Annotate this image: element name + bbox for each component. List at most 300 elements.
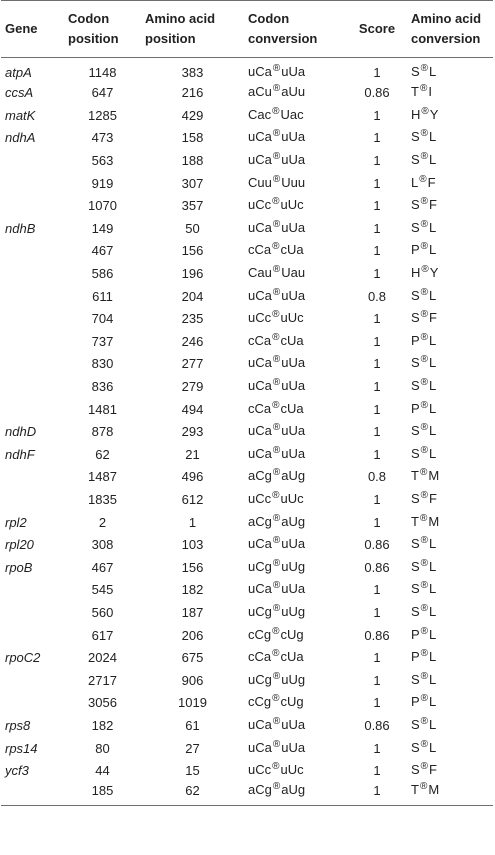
cell-codon-position: 308 [91,537,114,553]
amino-acid-to: L [429,152,437,168]
conversion-arrow-icon: ® [272,309,280,321]
conversion-arrow-icon: ® [272,602,281,614]
table-row [1,556,493,579]
cell-codon-conversion [244,195,347,218]
amino-acid-from: P [411,242,420,258]
amino-acid-from: S [411,536,420,552]
conversion-arrow-icon: ® [272,331,280,343]
cell-codon-conversion [244,263,347,286]
codon-to: uUc [280,762,304,778]
amino-acid-from: S [411,310,420,326]
cell-score: 1 [373,695,381,711]
cell-score: 0.8 [367,288,387,304]
amino-acid-to: F [429,310,437,326]
cell-codon-conversion [244,376,347,399]
cell-codon-position: 182 [91,717,114,733]
table-row [1,624,493,647]
cell-codon-position: 467 [91,559,114,575]
codon-from: uCc [248,197,272,213]
table-row [1,647,493,670]
cell-amino-acid-position: 156 [181,243,204,259]
cell-amino-acid-conversion [407,308,493,331]
cell-amino-acid-conversion [407,760,493,783]
conversion-arrow-icon: ® [420,331,429,343]
conversion-arrow-icon: ® [272,422,281,434]
codon-to: uUa [281,581,306,597]
cell-amino-acid-position: 182 [181,582,204,598]
codon-to: uUa [281,739,306,755]
cell-amino-acid-position: 1 [188,514,197,530]
cell-score: 0.86 [364,559,390,575]
amino-acid-from: S [411,603,420,619]
table-row [1,715,493,738]
cell-amino-acid-conversion [407,376,493,399]
cell-score: 1 [347,782,407,805]
amino-acid-to: L [429,287,437,303]
amino-acid-from: S [411,197,420,213]
cell-amino-acid-position: 15 [185,763,200,779]
cell-amino-acid-conversion [407,489,493,512]
cell-score: 1 [373,672,381,688]
codon-to: uUg [281,671,306,687]
amino-acid-to: L [429,355,437,371]
conversion-arrow-icon: ® [420,151,429,163]
cell-gene: rps8 [5,717,31,733]
cell-score: 0.86 [364,627,390,643]
amino-acid-to: Y [429,106,439,122]
table-row [1,263,493,286]
conversion-arrow-icon: ® [420,715,429,727]
table-row [1,444,493,467]
conversion-arrow-icon: ® [272,444,281,456]
conversion-arrow-icon: ® [420,399,429,411]
conversion-arrow-icon: ® [272,151,281,163]
codon-from: uCa [248,445,272,461]
amino-acid-to: M [428,468,440,484]
cell-codon-position: 1481 [88,401,117,417]
conversion-arrow-icon: ® [272,715,281,727]
amino-acid-to: L [429,716,437,732]
amino-acid-from: S [411,219,420,235]
cell-codon-conversion [244,602,347,625]
cell-codon-position: 878 [91,424,114,440]
cell-score: 1 [373,65,381,80]
conversion-arrow-icon: ® [420,625,429,637]
cell-amino-acid-conversion [407,105,493,128]
cell-codon-conversion [244,127,347,150]
table-row [1,58,493,83]
amino-acid-from: S [411,581,420,597]
cell-amino-acid-conversion [407,647,493,670]
cell-codon-position: 1070 [88,198,117,214]
cell-score: 1 [373,491,381,507]
conversion-arrow-icon: ® [272,489,280,501]
conversion-arrow-icon: ® [419,83,428,95]
cell-codon-conversion [244,353,347,376]
amino-acid-from: S [411,129,420,145]
conversion-arrow-icon: ® [420,444,429,456]
amino-acid-from: T [411,84,419,100]
cell-amino-acid-conversion [407,444,493,467]
codon-to: Uac [280,106,304,122]
amino-acid-to: L [429,242,437,258]
cell-score: 1 [373,604,381,620]
cell-gene: rps14 [5,740,38,756]
cell-score: 1 [373,107,381,123]
cell-codon-position: 647 [91,85,114,101]
cell-gene: ndhD [5,424,37,440]
cell-amino-acid-position: 906 [181,672,204,688]
cell-codon-position: 830 [91,356,114,372]
table-row [1,285,493,308]
amino-acid-to: F [429,490,437,506]
cell-score: 1 [373,333,381,349]
table-row [1,489,493,512]
cell-codon-position: 62 [95,446,110,462]
codon-from: uCc [248,762,272,778]
cell-score: 0.8 [367,469,387,485]
conversion-arrow-icon: ® [420,218,429,230]
conversion-arrow-icon: ® [420,535,429,547]
conversion-arrow-icon: ® [272,241,280,253]
cell-codon-position: 1285 [88,107,117,123]
table-row [1,421,493,444]
cell-amino-acid-position: 293 [181,424,204,440]
cell-codon-position: 1487 [88,469,117,485]
cell-amino-acid-position: 62 [141,782,244,805]
codon-from: uCc [248,310,272,326]
codon-to: cUg [280,694,304,710]
cell-codon-conversion [244,669,347,692]
amino-acid-from: S [411,152,420,168]
cell-gene [1,489,64,512]
cell-gene: rpoB [5,559,33,575]
codon-from: cCa [248,332,272,348]
table-row [1,737,493,760]
amino-acid-from: S [411,445,420,461]
amino-acid-from: S [411,716,420,732]
amino-acid-to: Y [429,265,439,281]
conversion-arrow-icon: ® [272,625,280,637]
conversion-arrow-icon: ® [419,173,427,185]
conversion-arrow-icon: ® [272,63,281,74]
cell-amino-acid-position: 156 [181,559,204,575]
cell-amino-acid-conversion [407,466,493,489]
conversion-arrow-icon: ® [420,63,429,74]
amino-acid-from: S [411,490,420,506]
table-row [1,398,493,421]
cell-score: 1 [373,424,381,440]
codon-from: uCa [248,536,272,552]
conversion-arrow-icon: ® [272,264,281,276]
cell-amino-acid-conversion [407,782,493,805]
codon-to: cUa [280,649,304,665]
amino-acid-to: F [429,762,437,778]
codon-from: uCa [248,423,272,439]
cell-score: 1 [373,130,381,146]
codon-to: uUa [281,716,306,732]
conversion-arrow-icon: ® [420,422,429,434]
conversion-arrow-icon: ® [272,781,281,793]
cell-score: 0.86 [364,717,390,733]
codon-from: uCa [248,378,272,394]
conversion-arrow-icon: ® [272,535,281,547]
codon-to: cUa [280,242,304,258]
table-row [1,127,493,150]
cell-codon-position: 836 [91,379,114,395]
cell-score: 1 [373,175,381,191]
cell-gene: ycf3 [5,763,29,779]
conversion-arrow-icon: ® [420,557,429,569]
cell-score: 1 [373,401,381,417]
amino-acid-from: S [411,762,420,778]
conversion-arrow-icon: ® [272,557,281,569]
cell-codon-conversion [244,760,347,783]
cell-codon-conversion [244,692,347,715]
cell-gene [1,195,64,218]
cell-score: 1 [373,198,381,214]
cell-score: 1 [373,153,381,169]
cell-codon-conversion [244,398,347,421]
conversion-arrow-icon: ® [420,196,429,208]
cell-score: 1 [373,379,381,395]
table-row [1,308,493,331]
conversion-arrow-icon: ® [420,309,429,321]
cell-amino-acid-conversion [407,58,493,83]
cell-score: 1 [373,446,381,462]
table-row [1,692,493,715]
amino-acid-to: L [429,671,437,687]
codon-to: aUg [281,513,306,529]
cell-gene: ndhF [5,446,35,462]
cell-codon-conversion [244,715,347,738]
codon-from: uCg [248,671,272,687]
cell-codon-position: 3056 [88,695,117,711]
cell-amino-acid-conversion [407,285,493,308]
codon-from: uCg [248,603,272,619]
cell-gene [1,172,64,195]
amino-acid-from: S [411,671,420,687]
cell-amino-acid-conversion [407,195,493,218]
cell-gene [1,353,64,376]
table-row [1,511,493,534]
cell-amino-acid-position: 196 [181,266,204,282]
cell-gene [1,579,64,602]
cell-amino-acid-position: 216 [181,85,204,101]
amino-acid-to: L [429,423,437,439]
cell-codon-position: 2024 [88,650,117,666]
cell-codon-conversion [244,421,347,444]
codon-to: uUg [281,558,306,574]
amino-acid-from: T [411,513,419,529]
amino-acid-from: L [411,174,419,190]
cell-gene [1,240,64,263]
codon-to: uUg [281,603,306,619]
cell-amino-acid-conversion [407,240,493,263]
table-row [1,466,493,489]
cell-gene [1,285,64,308]
cell-codon-position: 545 [91,582,114,598]
header-codon-position: Codon position [64,1,141,58]
cell-codon-position: 704 [91,311,114,327]
conversion-arrow-icon: ® [420,670,429,682]
codon-from: cCa [248,649,272,665]
cell-gene [1,692,64,715]
cell-amino-acid-conversion [407,556,493,579]
codon-from: aCg [248,468,272,484]
codon-from: aCu [248,84,272,100]
cell-amino-acid-conversion [407,263,493,286]
amino-acid-from: P [411,649,420,665]
cell-gene [1,308,64,331]
conversion-arrow-icon: ® [420,738,429,750]
cell-amino-acid-position: 158 [181,130,204,146]
codon-to: uUa [281,287,306,303]
codon-to: uUa [281,536,306,552]
cell-amino-acid-position: 27 [185,740,200,756]
cell-score: 1 [373,763,381,779]
cell-amino-acid-position: 61 [185,717,200,733]
codon-to: cUg [280,626,304,642]
conversion-arrow-icon: ® [420,286,429,298]
cell-amino-acid-conversion [407,511,493,534]
conversion-arrow-icon: ® [419,467,428,479]
cell-amino-acid-conversion [407,127,493,150]
table-row [1,782,493,805]
amino-acid-from: S [411,64,420,79]
cell-codon-conversion [244,624,347,647]
table-row [1,579,493,602]
cell-amino-acid-position: 187 [181,604,204,620]
cell-codon-conversion [244,534,347,557]
table-row [1,195,493,218]
table-row [1,331,493,354]
cell-codon-position: 1148 [88,65,117,80]
codon-to: Uuu [281,174,306,190]
cell-codon-conversion [244,331,347,354]
cell-codon-conversion [244,58,347,83]
amino-acid-from: S [411,739,420,755]
amino-acid-from: P [411,400,420,416]
codon-to: Uau [281,265,306,281]
codon-to: uUa [281,355,306,371]
cell-codon-position: 80 [95,740,110,756]
cell-amino-acid-conversion [407,692,493,715]
codon-to: uUa [281,152,306,168]
amino-acid-to: F [427,174,436,190]
conversion-arrow-icon: ® [272,173,281,185]
cell-codon-position: 560 [91,604,114,620]
codon-from: uCc [248,490,272,506]
codon-to: uUa [281,219,306,235]
cell-amino-acid-conversion [407,353,493,376]
cell-codon-conversion [244,105,347,128]
cell-amino-acid-position: 675 [181,650,204,666]
amino-acid-to: L [429,219,437,235]
amino-acid-to: L [429,378,437,394]
amino-acid-from: P [411,626,420,642]
cell-gene [1,782,64,805]
conversion-arrow-icon: ® [272,512,281,524]
cell-gene [1,150,64,173]
amino-acid-from: H [411,106,421,122]
cell-amino-acid-conversion [407,398,493,421]
cell-score: 1 [373,356,381,372]
cell-gene [1,376,64,399]
codon-to: uUc [280,197,304,213]
cell-codon-position: 1835 [88,491,117,507]
cell-gene: rpoC2 [5,650,41,666]
cell-gene: matK [5,107,36,123]
amino-acid-from: P [411,694,420,710]
conversion-arrow-icon: ® [419,512,428,524]
amino-acid-from: S [411,287,420,303]
cell-score: 0.86 [364,537,390,553]
codon-to: uUa [281,423,306,439]
conversion-arrow-icon: ® [420,602,429,614]
cell-gene [1,331,64,354]
codon-from: uCa [248,219,272,235]
codon-to: cUa [280,332,304,348]
amino-acid-to: F [429,197,437,213]
conversion-arrow-icon: ® [419,781,428,793]
amino-acid-to: I [428,84,432,100]
codon-from: uCa [248,355,272,371]
conversion-arrow-icon: ® [421,264,429,276]
cell-amino-acid-position: 204 [181,288,204,304]
codon-from: Cac [248,106,272,122]
cell-amino-acid-position: 279 [181,379,204,395]
conversion-arrow-icon: ® [421,105,429,117]
cell-amino-acid-position: 21 [185,446,200,462]
cell-gene [1,669,64,692]
amino-acid-to: L [429,64,437,79]
cell-codon-conversion [244,172,347,195]
codon-to: aUg [281,468,306,484]
amino-acid-to: L [429,558,437,574]
cell-gene [1,466,64,489]
conversion-arrow-icon: ® [420,354,429,366]
table-row [1,82,493,105]
codon-from: Cuu [248,174,272,190]
cell-score: 1 [373,740,381,756]
amino-acid-from: S [411,423,420,439]
cell-codon-conversion [244,308,347,331]
cell-amino-acid-conversion [407,737,493,760]
conversion-arrow-icon: ® [272,83,281,95]
conversion-arrow-icon: ® [272,467,281,479]
codon-from: Cau [248,265,272,281]
codon-from: uCg [248,558,272,574]
conversion-arrow-icon: ® [272,196,280,208]
codon-from: uCa [248,716,272,732]
codon-from: uCa [248,64,272,79]
cell-codon-position: 586 [91,266,114,282]
cell-codon-conversion [244,489,347,512]
cell-codon-position: 44 [95,763,110,779]
cell-codon-position: 473 [91,130,114,146]
cell-amino-acid-conversion [407,218,493,241]
cell-codon-conversion [244,579,347,602]
cell-amino-acid-conversion [407,421,493,444]
cell-codon-conversion [244,737,347,760]
conversion-arrow-icon: ® [272,286,281,298]
cell-amino-acid-position: 246 [181,333,204,349]
cell-amino-acid-position: 206 [181,627,204,643]
amino-acid-to: L [429,536,437,552]
cell-gene [1,602,64,625]
cell-score: 1 [373,514,381,530]
